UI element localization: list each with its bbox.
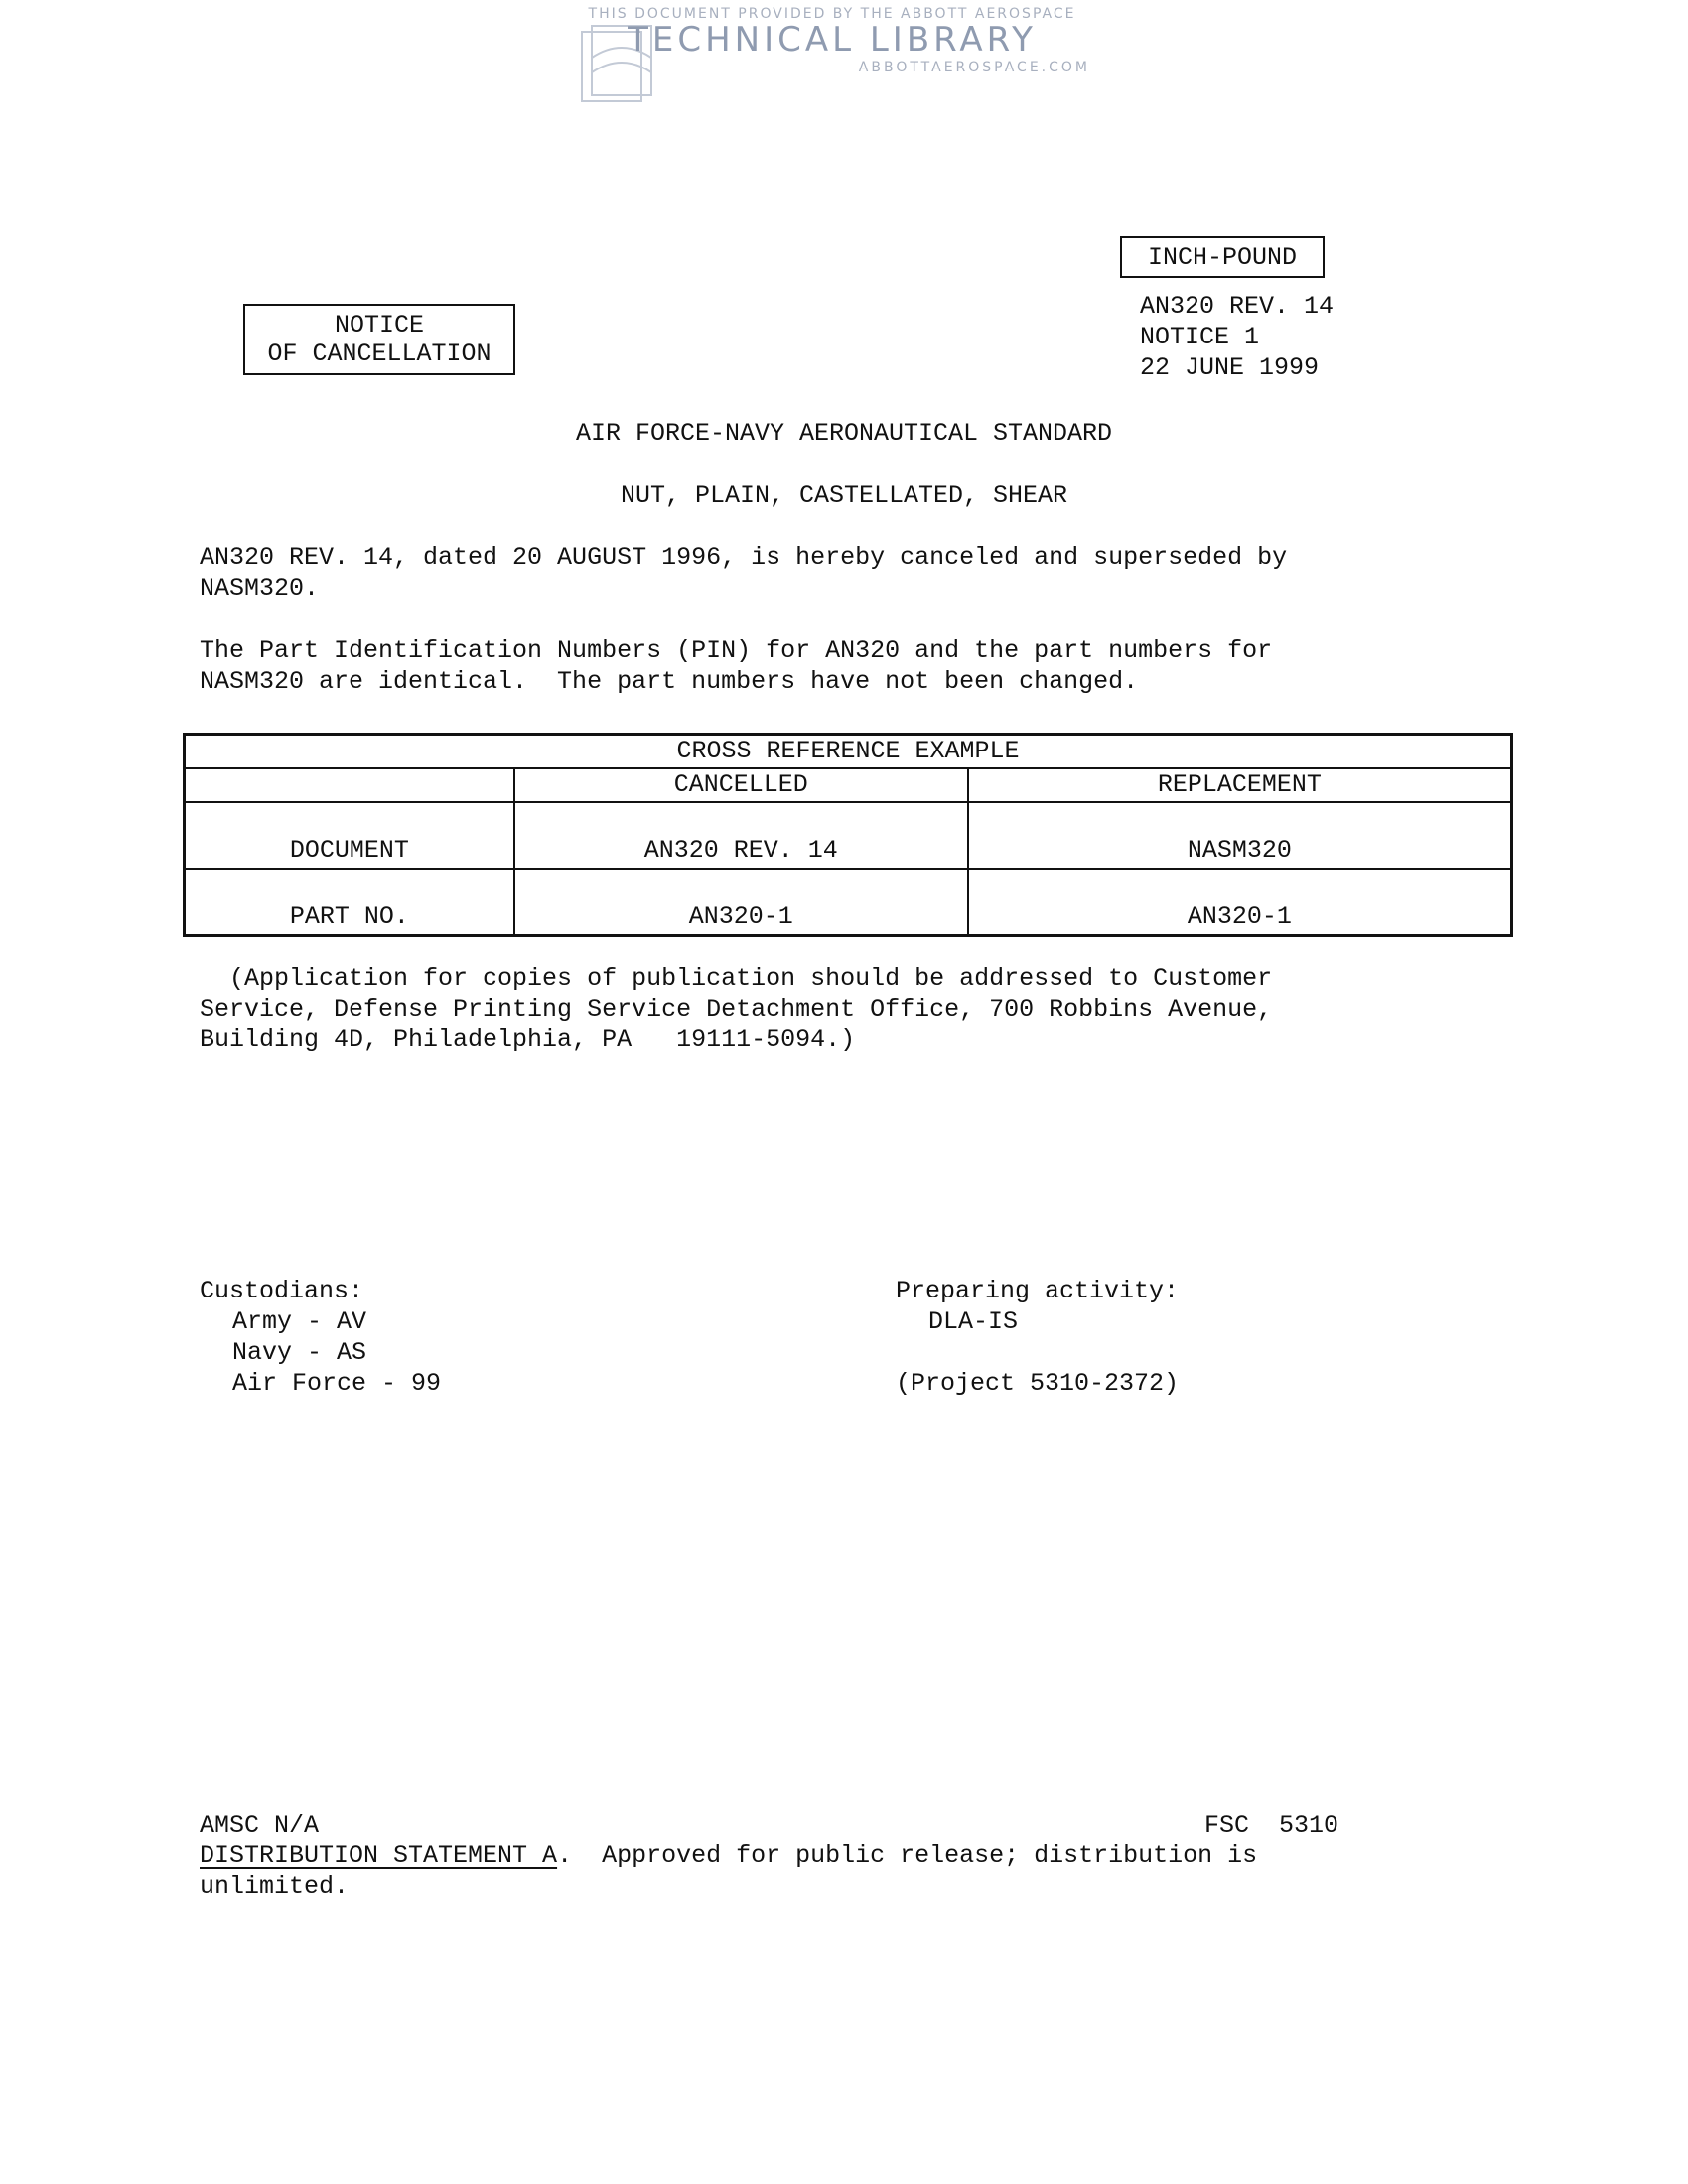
preparing-activity-label: Preparing activity: [896,1277,1180,1305]
table-header-replacement: REPLACEMENT [968,768,1512,802]
distribution-statement-text: . Approved for public release; distribution is [557,1842,1258,1870]
table-cell-cancelled: AN320-1 [514,869,968,936]
cancel-statement-line1: AN320 REV. 14, dated 20 AUGUST 1996, is hereby canceled and superseded by [200,543,1288,572]
cross-reference-table [183,733,1513,937]
inch-pound-box [1120,236,1325,278]
custodian-navy: Navy - AS [232,1338,367,1367]
notice-of-cancellation-box [243,304,515,375]
table-row [185,802,1512,869]
project-number: (Project 5310-2372) [896,1369,1180,1398]
distribution-statement-line2: unlimited. [200,1872,350,1901]
standard-title: AIR FORCE-NAVY AERONAUTICAL STANDARD [575,419,1113,448]
application-note-line2: Service, Defense Printing Service Detachment Office, 700 Robbins Avenue, [200,995,1273,1024]
table-cell-replacement: AN320-1 [968,869,1512,936]
preparing-activity-value: DLA-IS [928,1307,1019,1336]
table-title: CROSS REFERENCE EXAMPLE [185,735,1512,769]
table-header-empty [185,768,514,802]
table-cell-row-label: PART NO. [185,869,514,936]
inch-pound-label: INCH-POUND [1147,242,1298,272]
doc-id: AN320 REV. 14 [1140,292,1335,321]
notice-label: NOTICE [334,311,424,340]
watermark-provided-by: THIS DOCUMENT PROVIDED BY THE ABBOTT AEROSPACE [588,6,1076,22]
custodian-air-force: Air Force - 99 [232,1369,442,1398]
table-cell-row-label: DOCUMENT [185,802,514,869]
watermark-title: TECHNICAL LIBRARY [628,20,1037,60]
notice-date: 22 JUNE 1999 [1140,353,1320,382]
item-title: NUT, PLAIN, CASTELLATED, SHEAR [620,481,1068,510]
distribution-statement-line1 [200,1841,1257,1871]
custodians-label: Custodians: [200,1277,364,1305]
of-cancellation-label: OF CANCELLATION [267,340,492,368]
table-cell-cancelled: AN320 REV. 14 [514,802,968,869]
application-note-line1: (Application for copies of publication should be addressed to Customer [200,964,1273,993]
amsc-label: AMSC N/A [200,1811,320,1840]
cancel-statement-line2: NASM320. [200,574,320,603]
table-row [185,869,1512,936]
pin-statement-line2: NASM320 are identical. The part numbers have not been changed. [200,667,1139,696]
table-cell-replacement: NASM320 [968,802,1512,869]
notice-number: NOTICE 1 [1140,323,1260,351]
fsc-label: FSC 5310 [1204,1811,1339,1840]
pin-statement-line1: The Part Identification Numbers (PIN) for AN320 and the part numbers for [200,636,1273,665]
table-header-cancelled: CANCELLED [514,768,968,802]
distribution-statement-label: DISTRIBUTION STATEMENT A [200,1842,558,1870]
application-note-line3: Building 4D, Philadelphia, PA 19111-5094.) [200,1025,856,1054]
custodian-army: Army - AV [232,1307,367,1336]
watermark-url: ABBOTTAEROSPACE.COM [858,60,1090,75]
